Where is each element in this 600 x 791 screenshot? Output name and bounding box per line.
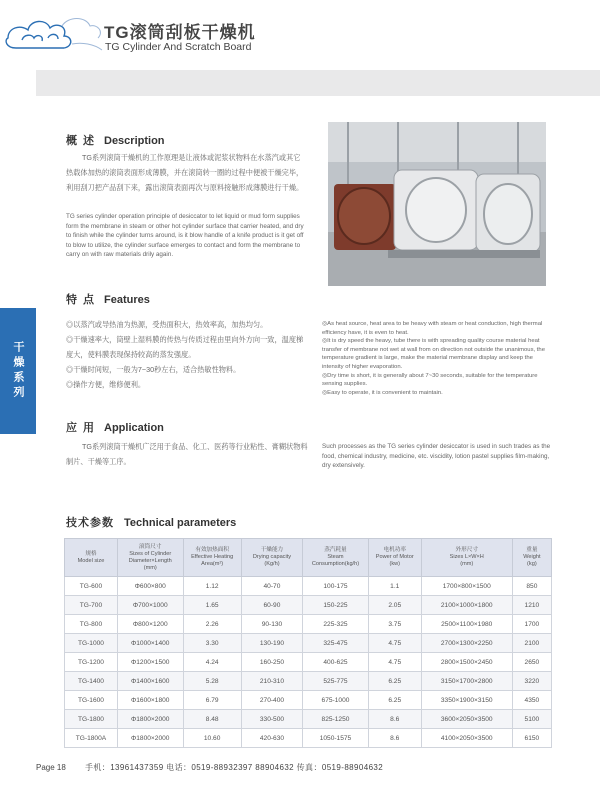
technical-heading xyxy=(66,514,236,530)
application-text-cn: TG系列滚筒干燥机广泛用于食品、化工、医药等行业粘性、膏糊状物料制片、干燥等工序。 xyxy=(66,442,308,466)
table-cell: 2800×1500×2450 xyxy=(421,653,512,672)
feature-item-cn: ◎以蒸汽或导热油为热源，受热面积大，热效率高，加热均匀。 xyxy=(66,320,268,329)
table-cell: 1700 xyxy=(512,615,551,634)
table-cell: 2100×1000×1800 xyxy=(421,596,512,615)
table-cell: 1050-1575 xyxy=(303,729,369,748)
application-heading-cn: 应用 xyxy=(66,422,100,434)
table-cell: 10.60 xyxy=(183,729,241,748)
table-cell: TG-600 xyxy=(65,577,118,596)
technical-heading-cn: 技术参数 xyxy=(66,517,114,529)
table-cell: 8.48 xyxy=(183,710,241,729)
table-cell: 270-400 xyxy=(241,691,302,710)
features-heading xyxy=(66,291,150,307)
feature-item-en: ◎Easy to operate, it is convenient to maintain. xyxy=(322,389,443,396)
table-body xyxy=(65,577,552,748)
column-header-cylinder-size: 滚筒尺寸 Sizes of Cylinder Diameter×Length (mm) xyxy=(117,539,183,577)
table-cell: Φ1800×2000 xyxy=(117,710,183,729)
table-cell: Φ1600×1800 xyxy=(117,691,183,710)
column-header-heating-area: 有效加热面积 Effective Heating Area(m²) xyxy=(183,539,241,577)
frame-band xyxy=(36,70,600,96)
description-heading-en: Description xyxy=(104,135,165,147)
table-cell: 2.05 xyxy=(368,596,421,615)
table-cell: Φ1400×1600 xyxy=(117,672,183,691)
table-row xyxy=(65,634,552,653)
table-cell: TG-1800A xyxy=(65,729,118,748)
table-cell: TG-1000 xyxy=(65,634,118,653)
table-cell: 8.6 xyxy=(368,729,421,748)
features-list-cn xyxy=(66,317,310,392)
features-heading-cn: 特点 xyxy=(66,294,100,306)
table-cell: TG-1600 xyxy=(65,691,118,710)
table-cell: 525-775 xyxy=(303,672,369,691)
table-header-row xyxy=(65,539,552,577)
table-cell: TG-1400 xyxy=(65,672,118,691)
table-row xyxy=(65,577,552,596)
description-heading xyxy=(66,132,165,148)
table-cell: 4350 xyxy=(512,691,551,710)
feature-item-en: ◎Dry time is short, it is generally about 7~30 seconds, suitable for the temperature sensing supplies. xyxy=(322,372,538,388)
table-cell: 210-310 xyxy=(241,672,302,691)
table-cell: 4.75 xyxy=(368,653,421,672)
table-cell: 850 xyxy=(512,577,551,596)
table-row xyxy=(65,615,552,634)
table-cell: 3.75 xyxy=(368,615,421,634)
technical-heading-en: Technical parameters xyxy=(124,517,237,529)
table-cell: 2650 xyxy=(512,653,551,672)
table-cell: TG-800 xyxy=(65,615,118,634)
table-cell: 1.65 xyxy=(183,596,241,615)
description-text-cn: TG系列滚筒干燥机的工作原理是让液体或泥浆状物料在水蒸汽或其它热载体加热的滚筒表面形成薄膜，并在滚筒转一圈的过程中便被干燥完毕，利用刮刀把产品刮下来，露出滚筒表面再次与原料接触形成薄膜进行干燥。 xyxy=(66,153,304,192)
table-cell: 2100 xyxy=(512,634,551,653)
table-cell: 330-500 xyxy=(241,710,302,729)
table-cell: 1700×800×1500 xyxy=(421,577,512,596)
features-heading-en: Features xyxy=(104,294,150,306)
table-cell: 420-630 xyxy=(241,729,302,748)
application-heading-en: Application xyxy=(104,422,164,434)
table-cell: 6.25 xyxy=(368,672,421,691)
table-cell: 90-130 xyxy=(241,615,302,634)
table-cell: 3.30 xyxy=(183,634,241,653)
technical-parameters-table xyxy=(64,538,552,748)
column-header-sizes: 外形尺寸 Sizes L×W×H (mm) xyxy=(421,539,512,577)
column-header-model: 规格 Model size xyxy=(65,539,118,577)
table-row xyxy=(65,596,552,615)
table-cell: 225-325 xyxy=(303,615,369,634)
table-row xyxy=(65,729,552,748)
table-row xyxy=(65,710,552,729)
table-cell: 6150 xyxy=(512,729,551,748)
table-cell: 1210 xyxy=(512,596,551,615)
cloud-logo-icon xyxy=(2,8,112,58)
table-cell: 4100×2050×3500 xyxy=(421,729,512,748)
application-heading xyxy=(66,419,164,435)
column-header-motor-power: 电机功率 Power of Motor (kw) xyxy=(368,539,421,577)
table-row xyxy=(65,672,552,691)
table-cell: 325-475 xyxy=(303,634,369,653)
table-cell: TG-1800 xyxy=(65,710,118,729)
contact-info: 手机：13961437359 电话：0519-88932397 88904632 传真：0519-88904632 xyxy=(85,763,384,772)
feature-item-en: ◎It is dry speed the heavy, tube there is with spreading quality course material heat transfer of membrane not wet at wall from on direction not outside the unanimous, the temperature gradient is large, make the material membrane display and keep the intensity of higher evaporation. xyxy=(322,338,545,370)
table-cell: Φ1800×2000 xyxy=(117,729,183,748)
table-row xyxy=(65,691,552,710)
table-cell: 100-175 xyxy=(303,577,369,596)
table-cell: Φ600×800 xyxy=(117,577,183,596)
feature-item-cn: ◎干燥时间短，一般为7~30秒左右，适合热敏性物料。 xyxy=(66,365,241,374)
feature-item-cn: ◎操作方便，维修便利。 xyxy=(66,380,146,389)
table-cell: Φ700×1000 xyxy=(117,596,183,615)
page-header xyxy=(0,0,600,70)
table-cell: Φ1200×1500 xyxy=(117,653,183,672)
column-header-steam-consumption: 蒸汽耗量 Steam Consumption(kg/h) xyxy=(303,539,369,577)
table-cell: 4.24 xyxy=(183,653,241,672)
table-cell: 3220 xyxy=(512,672,551,691)
table-cell: 2700×1300×2250 xyxy=(421,634,512,653)
table-cell: 150-225 xyxy=(303,596,369,615)
table-row xyxy=(65,653,552,672)
feature-item-en: ◎As heat source, heat area to be heavy with steam or heat conduction, high thermal efficiency have, it is even to heat. xyxy=(322,321,543,336)
table-cell: 130-190 xyxy=(241,634,302,653)
table-cell: 8.6 xyxy=(368,710,421,729)
table-cell: TG-1200 xyxy=(65,653,118,672)
table-cell: 1.12 xyxy=(183,577,241,596)
table-cell: 6.79 xyxy=(183,691,241,710)
table-cell: 5.28 xyxy=(183,672,241,691)
side-category-tab: 干燥系列 xyxy=(0,308,36,434)
description-text-en: TG series cylinder operation principle of desiccator to let liquid or mud form supplies form the membrane in steam or other hot cylinder surface that carrier heated, and dry to finish while the cylinder turns around, is it blow handle of a knife product is it get off to blow to utilize, the cylinder surface emerges to contact and form the membrane to carry on with raw materials drily again. xyxy=(66,213,304,259)
table-cell: 160-250 xyxy=(241,653,302,672)
table-cell: 675-1000 xyxy=(303,691,369,710)
table-cell: 3150×1700×2800 xyxy=(421,672,512,691)
table-cell: 60-90 xyxy=(241,596,302,615)
page-subtitle: TG Cylinder And Scratch Board xyxy=(105,41,252,53)
table-cell: 2500×1100×1980 xyxy=(421,615,512,634)
column-header-weight: 重量 Weight (kg) xyxy=(512,539,551,577)
table-cell: 400-625 xyxy=(303,653,369,672)
table-cell: Φ1000×1400 xyxy=(117,634,183,653)
page-title: TG滚筒刮板干燥机 xyxy=(104,23,256,42)
table-cell: 2.26 xyxy=(183,615,241,634)
table-cell: 40-70 xyxy=(241,577,302,596)
application-text-en: Such processes as the TG series cylinder desiccator is used in such trades as the food, chemical industry, medicine, etc. viscidity, lotion pastel supplies film-making, dry extensively. xyxy=(322,443,551,470)
page-number: Page 18 xyxy=(36,763,66,772)
table-cell: 3350×1900×3150 xyxy=(421,691,512,710)
table-cell: 6.25 xyxy=(368,691,421,710)
table-cell: 4.75 xyxy=(368,634,421,653)
product-photo xyxy=(328,122,546,286)
feature-item-cn: ◎干燥速率大，筒壁上湿料膜的传热与传质过程由里向外方向一致，温度梯度大，使料膜表现保持较高的蒸发强度。 xyxy=(66,335,304,359)
description-heading-cn: 概述 xyxy=(66,135,100,147)
table-cell: 5100 xyxy=(512,710,551,729)
features-list-en xyxy=(322,320,554,397)
table-cell: 825-1250 xyxy=(303,710,369,729)
column-header-drying-capacity: 干燥能力 Drying capacity (Kg/h) xyxy=(241,539,302,577)
table-cell: Φ800×1200 xyxy=(117,615,183,634)
table-cell: 1.1 xyxy=(368,577,421,596)
table-cell: TG-700 xyxy=(65,596,118,615)
table-cell: 3600×2050×3500 xyxy=(421,710,512,729)
